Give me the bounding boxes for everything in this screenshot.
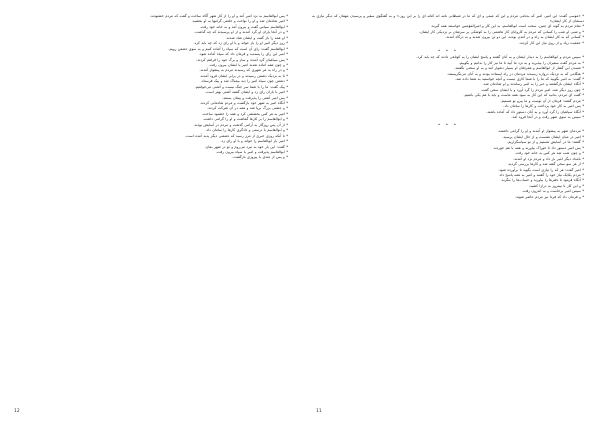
paragraph: * پس ابوالقاسم به نزد امیر آمد و او را از کار شهر آگاه ساخت و گفت که مردم خشنودند. [149,14,288,18]
left-section-2 [16,41,288,100]
paragraph: * تا آنکه روزی خبری از مرز رسید که دشمنی دیگر پدید آمده است. [185,133,288,138]
left-section-3 [16,101,288,160]
paragraph: * امیر با یاران رای زد و ایشان گفتند آشتی بهتر است. [205,90,288,95]
paragraph: * پس امیر آشتی را پذیرفت و پیمان بستند. [222,95,288,100]
paragraph: * و جشنی بزرگ برپا شد و همه در آن شرکت کردند. [207,106,288,111]
paragraph: * امیر شادمان شد و او را نواخت و خلعتی گرانبها به او بخشید. [191,19,288,24]
paragraph: * آنگاه امیر به شهر خود بازگشت و مردم شادمانی کردند. [199,101,288,105]
page-number: 12 [14,409,20,414]
paragraph: * گفت: به امیر بگویید که ما را با شما کاری نیست و آنچه خواستید به شما داده شد. [455,76,584,81]
paragraph: * روز دیگر امیر او را باز خواند و با او رای زد که چه باید کرد. [193,41,288,46]
paragraph: * پس امیر به کار خود پرداخت و کارها را سامان داد. [503,104,584,109]
paragraph: * به مردم گفت سفیران را بپذیرید و به نزد ما آیید تا ما نیز کار را بدانیم و بگوییم. [458,60,584,65]
paragraph: * پس سپاهیان گرد آمدند و ساز و برگ خود را فراهم کردند. [196,57,288,62]
paragraph: * امیر این رای را پسندید و فرمان داد که سپاه آماده شود. [198,52,288,57]
paragraph: * امیر باز ابوالقاسم را خواند و با او رای زد. [220,139,288,144]
paragraph: * و چون همه آماده شدند امیر با ایشان بیرون رفت. [208,62,288,67]
paragraph: * از هر سو سخن گفته شد و کارها بررسی گردید. [507,162,584,167]
paragraph: * آنگاه فرمود تا دفترها را بیاورند و حساب‌ها را بنگرند. [500,178,584,183]
paragraph: * سپس به سوی شهر رفت و در آنجا فرود آمد. [511,115,584,120]
paragraph: * کسانی که به کار ایشان به راه و در آمدن بودند، این دو تن بیرون شدند و به درگاه آمدند. [445,35,584,40]
right-section-1 [312,14,584,46]
paragraph: * امیر به هر کس بخششی کرد و همه را خشنود ساخت. [201,111,288,116]
paragraph: * و در آنجا یاران او گرد آمدند و از او پرسیدند که چه گذشت. [194,30,288,35]
paragraph: * پس امیر دستور داد تا خوراک بیاورند و همه با هم خوردند. [492,145,584,150]
paragraph: * گفت ای مردم، بدانید که این کار به سود همه ماست و باید با هم یکی باشیم. [463,93,584,98]
page-number: 11 [316,409,322,414]
paragraph: * مردمان شهر به پیشواز او آمدند و او را گرامی داشتند. [497,129,584,134]
paragraph: * و فرمان داد که فردا نیز مردم حاضر شوند. [514,194,584,199]
paragraph: * سپس امیر برخاست و به اندرون رفت. [521,189,584,194]
paragraph: * سپس مردم و ابوالقاسم را به دیدار ایشان و به آنان گفتند و پاسخ ایشان را به کوتاهی دادند که چه باید کرد. [416,55,584,60]
paragraph: * ابوالقاسم گفت: رای آن است که سپاه را آماده کنیم و به سوی دشمن رویم. [168,46,288,51]
left-page-text [16,14,288,161]
paragraph: * و پس از چندی با پیروزی بازگشت. [232,155,288,160]
paragraph: * گفتند: ما در آسایش هستیم و از تو سپاسگزاریم. [506,140,584,145]
paragraph: * آنگاه سپاهیان را گرد آورد و به آنان دستور داد که آماده باشند. [486,109,584,114]
paragraph: * آنگاه ایشان بازگشتند و خبر را به امیر رساندند و او شادمان شد. [482,82,584,87]
left-section-1 [16,14,288,41]
paragraph: * امیر گفت: هر که را نیازی است بگوید تا برآورده شود. [498,167,584,172]
paragraph: * امیر در میان ایشان نشست و از حال ایشان پرسید. [502,134,584,139]
paragraph: * مردم یکایک نیاز خود را گفتند و امیر به همه پاسخ داد. [498,172,584,177]
paragraph: * از آن پس روزگار به آرامی گذشت و مردم در آسایش بودند. [193,122,288,127]
paragraph: * و چون شب شد هر کس به خانه خود رفت. [514,151,584,156]
paragraph: * هنگامی که به نزدیک دروازه رسیدند مردمان در راه ایستاده بودند و به آنان می‌نگریستند. [446,71,584,76]
right-page-text [312,14,584,200]
section-separator: • • • [437,48,459,54]
paragraph: * و شبی او شب را کسانی که مردم به کاروانان کار هاشمی را به کوشکی بر سرشان بر نزدیکی کار ایشان. [419,29,584,34]
paragraph: * چون روز دیگر شد، امیر مردم را گرد آورد و با ایشان سخن گفت. [480,87,584,92]
paragraph: * او همه را باز گفت و ایشان شاد شدند. [225,35,288,40]
paragraph: * تمام مردم به گونه ای چنین، سخت است ابوالقاسم، به این کار و امیرالمؤمنین خواستند همه گیرند. [430,24,584,29]
paragraph: * بامداد دیگر امیر بار داد و مردم نزد او آمدند. [513,156,584,161]
paragraph: * جمعیت زیاد و از روی نیاز این کار کردند. [518,40,584,45]
paragraph: * پیک گفت: ما را با شما سر جنگ نیست و آشتی می‌خواهیم. [194,84,288,89]
paragraph: * «موسی گفت: این امیر، امیر که بدنامی مردم و این که عیمی و ای که ما در شیطانی نامه اند کتانه ای را بر این روز.» و به گفتگوی سفیر و پرسیدن مهمان که دیگر نیازی به دستمان از کار ایشان» [312,14,584,24]
paragraph: * مردم گفتند: فرمان از آن توست و ما پیرو تو هستیم. [500,98,584,103]
right-section-2 [312,55,584,120]
right-page [300,0,600,424]
right-section-3 [312,129,584,199]
paragraph: * و در راه به هر شهری که رسیدند مردم به پیشواز آمدند. [199,68,288,73]
paragraph: * و ابوالقاسم با درستی و دادگری کارها را سامان داد. [205,128,288,133]
paragraph: * ابوالقاسم پذیرفت و امیر با سپاه بیرون رفت. [215,149,288,154]
paragraph: * و ابوالقاسم را بر کارها گماشت و او را گرامی داشت. [202,117,288,122]
paragraph: * تا به نزدیک دشمن رسیدند و در برابر ایشان فرود آمدند. [199,73,288,78]
paragraph: * گفت: این بار خود به نبرد می‌روم و تو در شهر بمان. [204,144,288,149]
paragraph: * ابوالقاسم سپاس گفت و بیرون آمد و به خانه خود رفت. [199,24,288,29]
paragraph: * و این کار تا نیمروز به درازا کشید. [528,183,584,188]
section-separator: • • • [437,122,459,128]
paragraph: * شنیدن این گفتار از ابوالقاسم و همراهان او بسیار دشوار آمد و به او سخنی نگفتند. [454,66,584,71]
paragraph: * دشمن چون سپاه امیر را دید بیمناک شد و پیک فرستاد. [200,79,288,84]
